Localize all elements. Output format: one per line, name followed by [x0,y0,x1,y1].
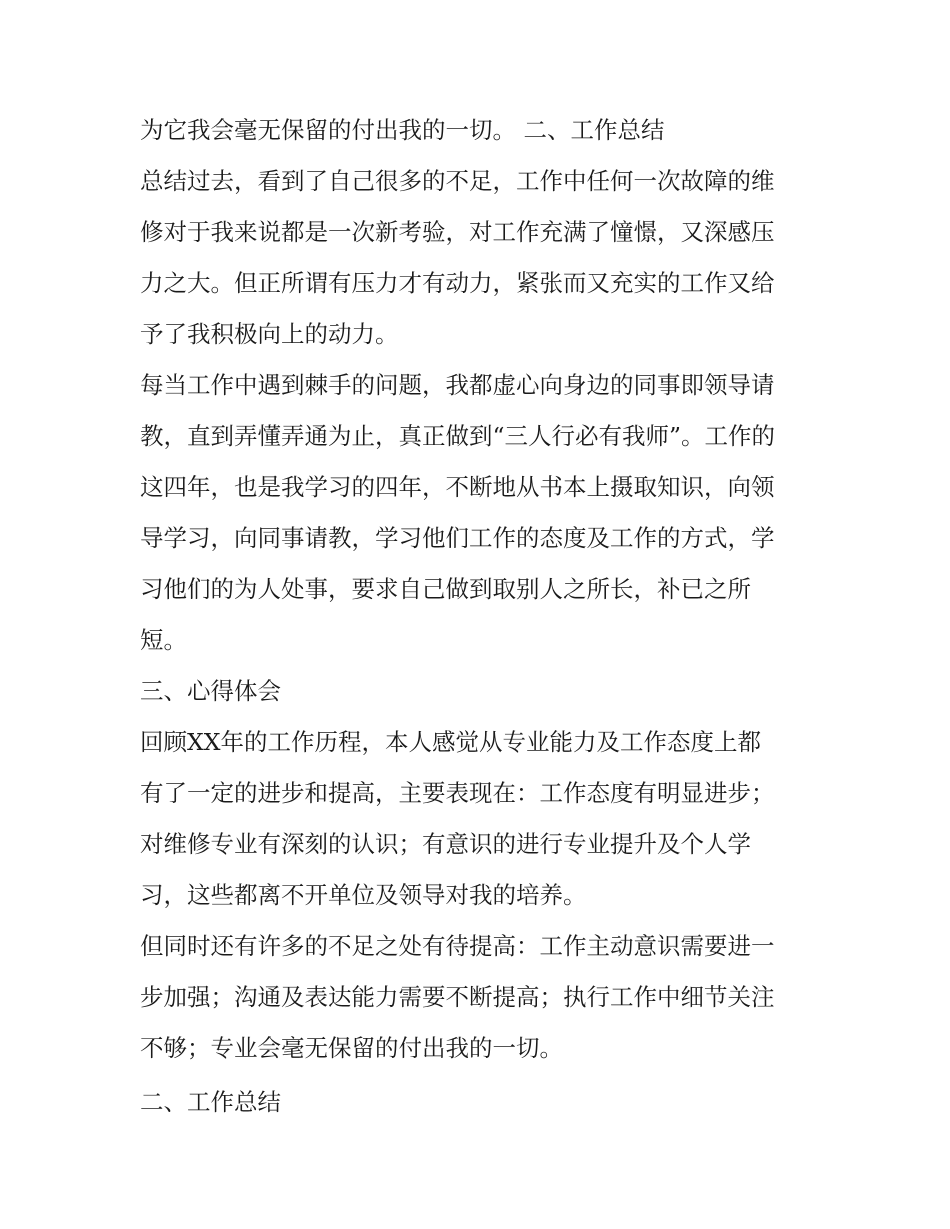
text-line: 每当工作中遇到棘手的问题，我都虚心向身边的同事即领导请 [140,371,775,399]
text-line: 予了我积极向上的动力。 [140,320,399,348]
text-line: 有了一定的进步和提高，主要表现在：工作态度有明显进步； [140,779,775,807]
text-line: 习他们的为人处事，要求自己做到取别人之所长，补已之所 [140,575,751,603]
section-heading: 二、工作总结 [140,1088,281,1116]
text-line: 短。 [140,626,187,654]
text-line: 对维修专业有深刻的认识；有意识的进行专业提升及个人学 [140,830,751,858]
text-line: 总结过去，看到了自己很多的不足，工作中任何一次故障的维 [140,167,775,195]
document-body [140,105,820,1128]
text-line: 教，直到弄懂弄通为止，真正做到“三人行必有我师”。工作的 [140,422,776,450]
text-line: 步加强；沟通及表达能力需要不断提高；执行工作中细节关注 [140,983,775,1011]
text-line: 不够；专业会毫无保留的付出我的一切。 [140,1034,563,1062]
text-line: 力之大。但正所谓有压力才有动力，紧张而又充实的工作又给 [140,269,775,297]
text-line: 为它我会毫无保留的付出我的一切。 二、工作总结 [140,116,665,144]
text-line: 习，这些都离不开单位及领导对我的培养。 [140,881,587,909]
text-line: 回顾XX年的工作历程，本人感觉从专业能力及工作态度上都 [140,728,761,756]
section-heading: 三、心得体会 [140,677,281,705]
text-line: 这四年，也是我学习的四年，不断地从书本上摄取知识，向领 [140,473,775,501]
text-line: 修对于我来说都是一次新考验，对工作充满了憧憬，又深感压 [140,218,775,246]
text-line: 但同时还有许多的不足之处有待提高：工作主动意识需要进一 [140,932,775,960]
text-line: 导学习，向同事请教，学习他们工作的态度及工作的方式，学 [140,524,775,552]
